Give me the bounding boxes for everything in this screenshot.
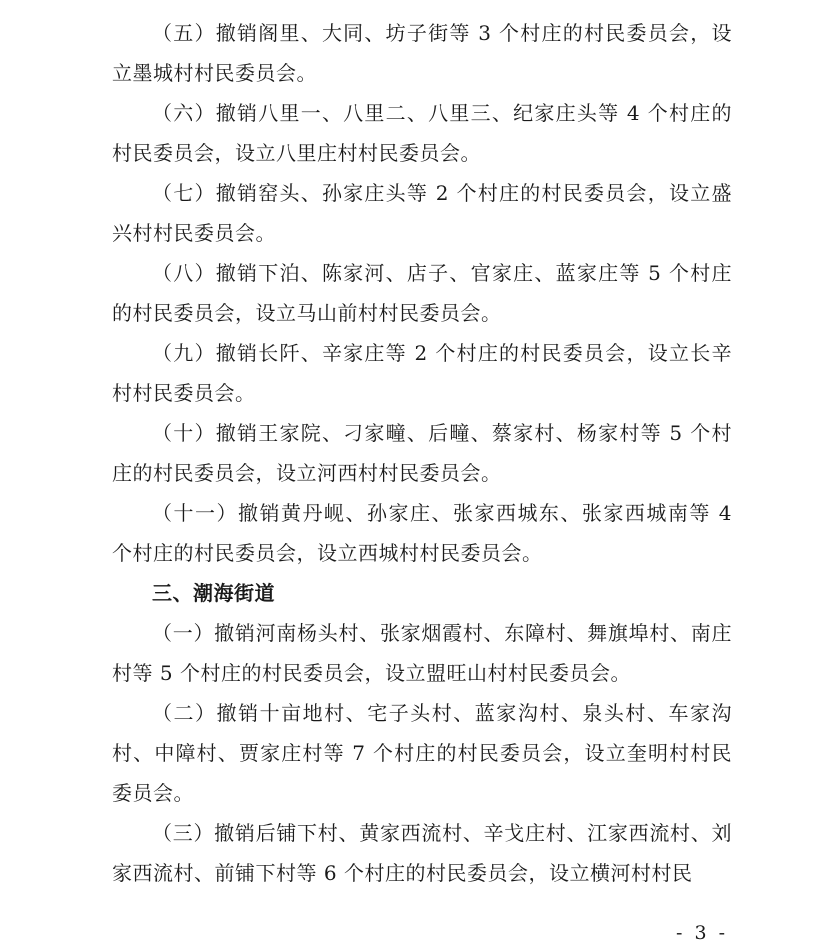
list-item: （九）撤销长阡、辛家庄等 2 个村庄的村民委员会，设立长辛村村民委员会。 xyxy=(112,341,732,405)
section-heading: 三、潮海街道 xyxy=(152,581,275,605)
document-body xyxy=(112,13,732,893)
list-item: （十一）撤销黄丹岘、孙家庄、张家西城东、张家西城南等 4 个村庄的村民委员会，设立西城村村民委员会。 xyxy=(112,501,732,565)
list-item: （二）撤销十亩地村、宅子头村、蓝家沟村、泉头村、车家沟村、中障村、贾家庄村等 7 个村庄的村民委员会，设立奎明村村民委员会。 xyxy=(112,701,732,805)
list-item: （七）撤销窑头、孙家庄头等 2 个村庄的村民委员会，设立盛兴村村民委员会。 xyxy=(112,181,732,245)
list-item: （十）撤销王家院、刁家疃、后疃、蔡家村、杨家村等 5 个村庄的村民委员会，设立河西村村民委员会。 xyxy=(112,421,732,485)
list-item: （八）撤销下泊、陈家河、店子、官家庄、蓝家庄等 5 个村庄的村民委员会，设立马山前村村民委员会。 xyxy=(112,261,732,325)
list-item: （五）撤销阁里、大同、坊子街等 3 个村庄的村民委员会，设立墨城村村民委员会。 xyxy=(112,21,732,85)
list-item: （一）撤销河南杨头村、张家烟霞村、东障村、舞旗埠村、南庄村等 5 个村庄的村民委员会，设立盟旺山村村民委员会。 xyxy=(112,621,732,685)
list-item: （三）撤销后铺下村、黄家西流村、辛戈庄村、江家西流村、刘家西流村、前铺下村等 6 个村庄的村民委员会，设立横河村村民 xyxy=(112,821,732,885)
list-item: （六）撤销八里一、八里二、八里三、纪家庄头等 4 个村庄的村民委员会，设立八里庄村村民委员会。 xyxy=(112,101,732,165)
page-number: - 3 - xyxy=(675,922,728,944)
